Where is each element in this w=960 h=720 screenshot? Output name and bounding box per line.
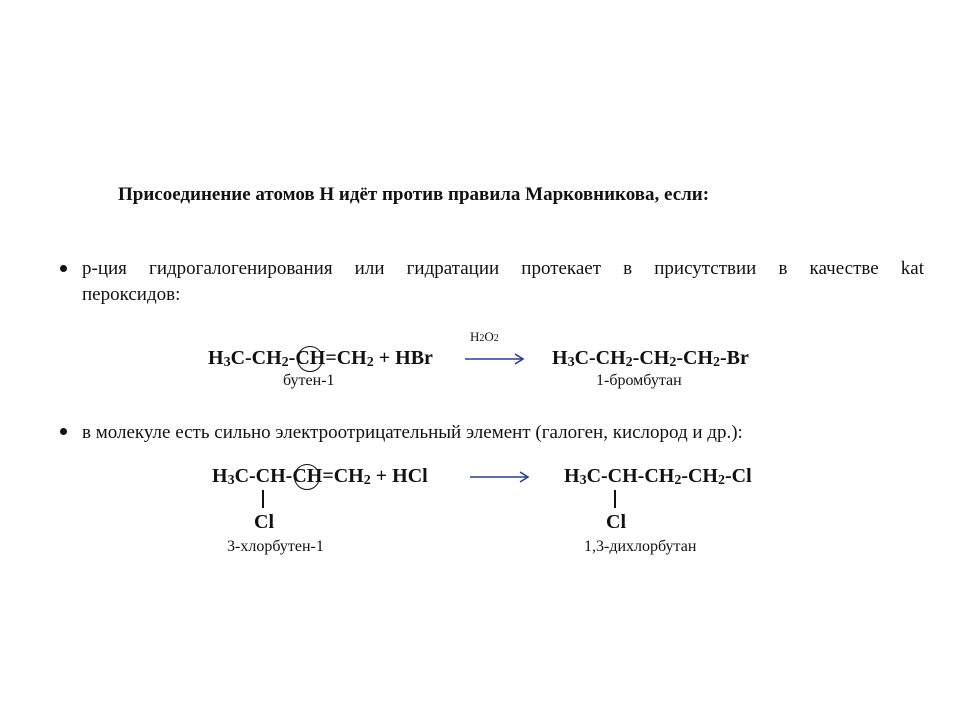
reaction-arrow-icon bbox=[465, 352, 527, 366]
reaction-2-product: Н3С-СН-СН2-СН2-Cl bbox=[564, 465, 752, 488]
reaction-2-reactant-name: 3-хлорбутен-1 bbox=[227, 538, 324, 555]
condition-1-text bbox=[82, 256, 924, 308]
reaction-1-product-name: 1-бромбутан bbox=[596, 372, 682, 389]
condition-2-text: в молекуле есть сильно электроотрицательный элемент (галоген, кислород и др.): bbox=[82, 422, 743, 443]
reaction-arrow-icon bbox=[470, 470, 532, 484]
bullet-icon bbox=[60, 265, 67, 272]
highlight-circle-icon bbox=[297, 346, 323, 372]
reaction-2-reactant-substituent: Cl bbox=[254, 511, 274, 533]
reaction-1-catalyst: Н2О2 bbox=[470, 329, 499, 344]
reaction-1-reactant-name: бутен-1 bbox=[283, 372, 335, 389]
reaction-1-product: Н3С-СН2-СН2-СН2-Br bbox=[552, 347, 749, 370]
reaction-2-reactant: Н3С-СН-СН=СН2 + НCl bbox=[212, 465, 428, 488]
reaction-1-reactant: Н3С-СН2-СН=СН2 + НBr bbox=[208, 347, 433, 370]
bullet-icon bbox=[60, 428, 67, 435]
bond-line bbox=[262, 490, 264, 508]
condition-1-line-1: р-ция гидрогалогенирования или гидратации протекает в присутствии в качестве kat bbox=[82, 258, 924, 279]
page-title: Присоединение атомов Н идёт против правила Марковникова, если: bbox=[118, 184, 710, 205]
bond-line bbox=[614, 490, 616, 508]
reaction-2-product-name: 1,3-дихлорбутан bbox=[584, 538, 697, 555]
reaction-2-product-substituent: Cl bbox=[606, 511, 626, 533]
highlight-circle-icon bbox=[294, 464, 320, 490]
condition-1-line-2: пероксидов: bbox=[82, 284, 181, 305]
